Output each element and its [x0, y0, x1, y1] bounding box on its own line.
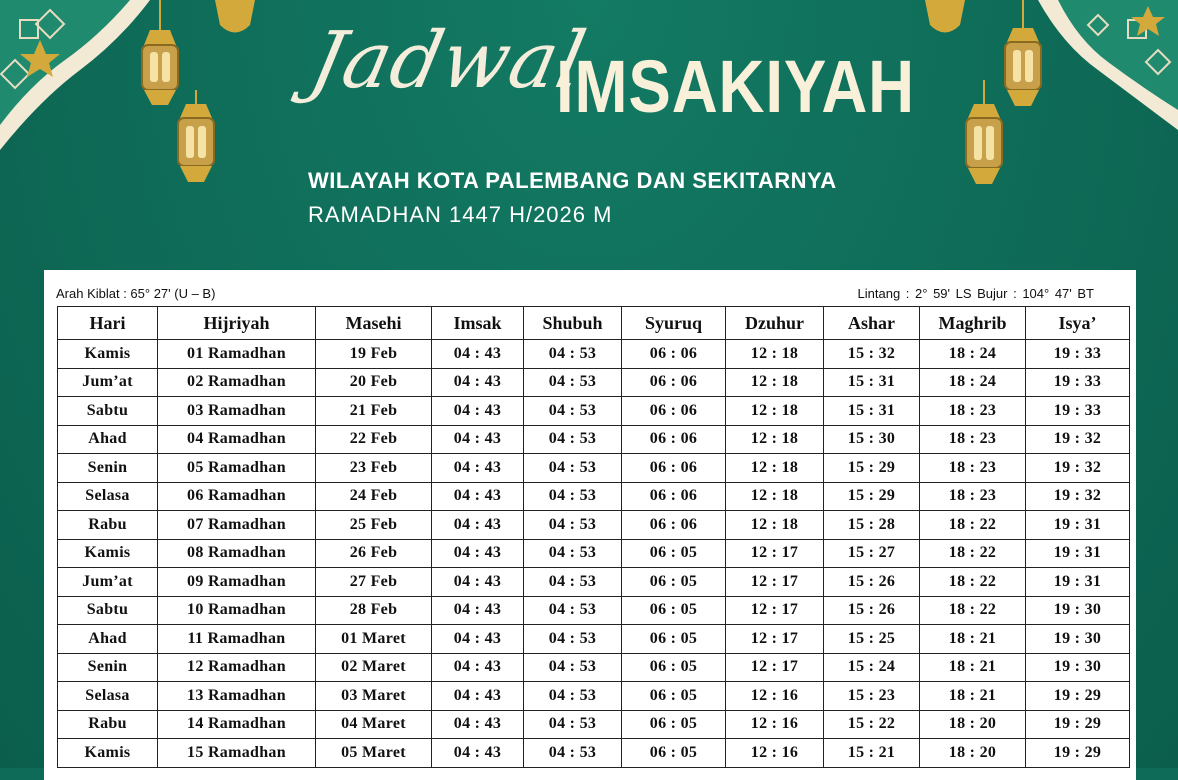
table-cell: 18 : 22 — [920, 511, 1026, 540]
table-cell: 18 : 22 — [920, 539, 1026, 568]
table-cell: 18 : 23 — [920, 425, 1026, 454]
table-cell: 18 : 23 — [920, 454, 1026, 483]
table-row — [58, 739, 1130, 768]
table-cell: 19 : 30 — [1026, 596, 1130, 625]
table-row — [58, 511, 1130, 540]
table-row — [58, 596, 1130, 625]
table-cell: 07 Ramadhan — [158, 511, 316, 540]
table-cell: 02 Maret — [316, 653, 432, 682]
table-cell: 15 Ramadhan — [158, 739, 316, 768]
table-cell: Selasa — [58, 682, 158, 711]
table-cell: 10 Ramadhan — [158, 596, 316, 625]
table-cell: 05 Maret — [316, 739, 432, 768]
table-cell: 12 : 17 — [726, 653, 824, 682]
table-row — [58, 425, 1130, 454]
table-cell: 04 : 43 — [432, 454, 524, 483]
table-cell: 01 Maret — [316, 625, 432, 654]
table-cell: 06 : 06 — [622, 340, 726, 369]
table-cell: Kamis — [58, 340, 158, 369]
table-cell: Sabtu — [58, 596, 158, 625]
column-header: Hijriyah — [158, 307, 316, 340]
table-row — [58, 482, 1130, 511]
table-cell: 15 : 25 — [824, 625, 920, 654]
table-cell: 12 : 18 — [726, 368, 824, 397]
lantern-icon — [956, 80, 1012, 194]
table-cell: 08 Ramadhan — [158, 539, 316, 568]
table-cell: 04 : 53 — [524, 368, 622, 397]
table-cell: 26 Feb — [316, 539, 432, 568]
table-cell: 09 Ramadhan — [158, 568, 316, 597]
table-cell: 04 : 43 — [432, 710, 524, 739]
table-cell: 12 : 16 — [726, 682, 824, 711]
table-cell: 04 : 43 — [432, 425, 524, 454]
lantern-icon — [210, 0, 260, 40]
table-cell: 19 Feb — [316, 340, 432, 369]
table-cell: 06 : 06 — [622, 397, 726, 426]
table-cell: 06 : 05 — [622, 739, 726, 768]
column-header: Ashar — [824, 307, 920, 340]
table-cell: 06 : 05 — [622, 653, 726, 682]
table-cell: 12 : 18 — [726, 454, 824, 483]
table-cell: Kamis — [58, 539, 158, 568]
table-cell: 15 : 29 — [824, 454, 920, 483]
table-cell: 06 : 06 — [622, 425, 726, 454]
table-cell: 12 : 18 — [726, 425, 824, 454]
column-header: Hari — [58, 307, 158, 340]
table-cell: 15 : 23 — [824, 682, 920, 711]
table-cell: 19 : 30 — [1026, 653, 1130, 682]
table-cell: 12 : 17 — [726, 568, 824, 597]
table-cell: 04 : 53 — [524, 539, 622, 568]
table-cell: 28 Feb — [316, 596, 432, 625]
table-cell: 27 Feb — [316, 568, 432, 597]
table-cell: Kamis — [58, 739, 158, 768]
table-cell: 04 : 53 — [524, 482, 622, 511]
table-cell: Ahad — [58, 425, 158, 454]
table-cell: 04 : 43 — [432, 596, 524, 625]
table-cell: 15 : 31 — [824, 368, 920, 397]
lantern-icon — [920, 0, 970, 40]
table-cell: Rabu — [58, 710, 158, 739]
table-row — [58, 397, 1130, 426]
table-cell: 19 : 31 — [1026, 568, 1130, 597]
table-cell: Senin — [58, 653, 158, 682]
table-cell: 06 Ramadhan — [158, 482, 316, 511]
column-header: Isya’ — [1026, 307, 1130, 340]
table-cell: 18 : 23 — [920, 482, 1026, 511]
table-cell: 13 Ramadhan — [158, 682, 316, 711]
table-cell: 25 Feb — [316, 511, 432, 540]
table-cell: 18 : 20 — [920, 739, 1026, 768]
table-cell: 15 : 24 — [824, 653, 920, 682]
table-cell: 15 : 32 — [824, 340, 920, 369]
table-cell: 04 : 53 — [524, 739, 622, 768]
table-row — [58, 340, 1130, 369]
table-row — [58, 710, 1130, 739]
table-cell: 15 : 29 — [824, 482, 920, 511]
table-cell: 04 : 53 — [524, 568, 622, 597]
table-row — [58, 539, 1130, 568]
table-cell: 04 Ramadhan — [158, 425, 316, 454]
table-cell: Selasa — [58, 482, 158, 511]
table-cell: 18 : 20 — [920, 710, 1026, 739]
table-cell: 19 : 29 — [1026, 682, 1130, 711]
column-header: Maghrib — [920, 307, 1026, 340]
table-cell: 12 : 18 — [726, 482, 824, 511]
table-cell: 23 Feb — [316, 454, 432, 483]
column-header: Masehi — [316, 307, 432, 340]
table-cell: 04 : 43 — [432, 653, 524, 682]
table-cell: Jum’at — [58, 368, 158, 397]
table-cell: 04 : 53 — [524, 425, 622, 454]
column-header: Syuruq — [622, 307, 726, 340]
table-cell: 18 : 22 — [920, 596, 1026, 625]
table-cell: 04 : 43 — [432, 340, 524, 369]
table-cell: 19 : 32 — [1026, 425, 1130, 454]
table-cell: 11 Ramadhan — [158, 625, 316, 654]
table-cell: 18 : 24 — [920, 368, 1026, 397]
table-cell: 15 : 31 — [824, 397, 920, 426]
table-cell: 19 : 29 — [1026, 710, 1130, 739]
table-cell: 06 : 06 — [622, 454, 726, 483]
table-cell: 04 : 43 — [432, 682, 524, 711]
table-cell: 04 : 53 — [524, 397, 622, 426]
page-title: IMSAKIYAH — [556, 45, 916, 128]
table-cell: 06 : 05 — [622, 596, 726, 625]
table-cell: 18 : 21 — [920, 653, 1026, 682]
table-header-row — [58, 307, 1130, 340]
table-cell: 12 : 18 — [726, 397, 824, 426]
table-cell: 01 Ramadhan — [158, 340, 316, 369]
table-cell: 19 : 30 — [1026, 625, 1130, 654]
table-cell: Senin — [58, 454, 158, 483]
table-cell: 12 : 17 — [726, 625, 824, 654]
region-subtitle: WILAYAH KOTA PALEMBANG DAN SEKITARNYA — [308, 168, 837, 193]
table-cell: 04 : 53 — [524, 625, 622, 654]
column-header: Shubuh — [524, 307, 622, 340]
table-cell: 15 : 28 — [824, 511, 920, 540]
table-cell: 04 : 43 — [432, 739, 524, 768]
table-cell: 19 : 31 — [1026, 511, 1130, 540]
table-cell: 06 : 05 — [622, 625, 726, 654]
table-cell: 19 : 33 — [1026, 340, 1130, 369]
table-cell: 04 : 43 — [432, 568, 524, 597]
table-cell: 12 : 16 — [726, 739, 824, 768]
table-cell: 02 Ramadhan — [158, 368, 316, 397]
table-row — [58, 568, 1130, 597]
table-cell: 24 Feb — [316, 482, 432, 511]
table-cell: 04 : 43 — [432, 539, 524, 568]
table-cell: 12 : 18 — [726, 511, 824, 540]
table-cell: 06 : 06 — [622, 482, 726, 511]
table-cell: 04 : 53 — [524, 454, 622, 483]
table-cell: 04 : 53 — [524, 710, 622, 739]
table-cell: 18 : 24 — [920, 340, 1026, 369]
table-cell: 05 Ramadhan — [158, 454, 316, 483]
table-cell: 14 Ramadhan — [158, 710, 316, 739]
table-cell: 18 : 22 — [920, 568, 1026, 597]
table-cell: 04 : 53 — [524, 340, 622, 369]
table-cell: 18 : 23 — [920, 397, 1026, 426]
table-cell: 19 : 31 — [1026, 539, 1130, 568]
kiblat-direction: Arah Kiblat : 65° 27' (U – B) — [56, 286, 216, 301]
table-cell: 15 : 30 — [824, 425, 920, 454]
table-cell: 04 : 53 — [524, 511, 622, 540]
table-cell: 15 : 21 — [824, 739, 920, 768]
lantern-icon — [168, 90, 224, 194]
table-cell: 04 : 53 — [524, 682, 622, 711]
table-cell: 19 : 32 — [1026, 454, 1130, 483]
table-cell: 19 : 33 — [1026, 397, 1130, 426]
table-row — [58, 653, 1130, 682]
table-row — [58, 625, 1130, 654]
table-row — [58, 682, 1130, 711]
table-cell: 19 : 32 — [1026, 482, 1130, 511]
table-cell: 12 : 17 — [726, 539, 824, 568]
table-cell: 03 Ramadhan — [158, 397, 316, 426]
table-cell: 04 : 43 — [432, 482, 524, 511]
table-cell: Rabu — [58, 511, 158, 540]
table-cell: 15 : 22 — [824, 710, 920, 739]
table-cell: 04 Maret — [316, 710, 432, 739]
table-cell: 12 : 18 — [726, 340, 824, 369]
table-cell: 19 : 33 — [1026, 368, 1130, 397]
table-cell: 12 Ramadhan — [158, 653, 316, 682]
table-cell: Sabtu — [58, 397, 158, 426]
table-cell: 06 : 05 — [622, 710, 726, 739]
table-cell: 12 : 16 — [726, 710, 824, 739]
table-cell: 22 Feb — [316, 425, 432, 454]
table-cell: 06 : 05 — [622, 682, 726, 711]
table-row — [58, 368, 1130, 397]
table-cell: 15 : 27 — [824, 539, 920, 568]
table-cell: 04 : 43 — [432, 625, 524, 654]
coordinates: Lintang : 2° 59' LS Bujur : 104° 47' BT — [857, 286, 1094, 301]
table-cell: 12 : 17 — [726, 596, 824, 625]
table-cell: 18 : 21 — [920, 682, 1026, 711]
table-cell: 06 : 05 — [622, 539, 726, 568]
table-cell: 04 : 53 — [524, 596, 622, 625]
table-cell: 04 : 43 — [432, 511, 524, 540]
table-cell: 04 : 43 — [432, 368, 524, 397]
table-cell: 20 Feb — [316, 368, 432, 397]
table-cell: 04 : 43 — [432, 397, 524, 426]
table-cell: Jum’at — [58, 568, 158, 597]
table-cell: 21 Feb — [316, 397, 432, 426]
table-cell: Ahad — [58, 625, 158, 654]
column-header: Imsak — [432, 307, 524, 340]
table-cell: 06 : 05 — [622, 568, 726, 597]
table-cell: 06 : 06 — [622, 511, 726, 540]
imsakiyah-table — [57, 306, 1130, 768]
period-subtitle: RAMADHAN 1447 H/2026 M — [308, 202, 613, 227]
table-cell: 04 : 53 — [524, 653, 622, 682]
script-title: Jadwal — [302, 16, 594, 106]
table-cell: 15 : 26 — [824, 596, 920, 625]
table-cell: 06 : 06 — [622, 368, 726, 397]
table-cell: 15 : 26 — [824, 568, 920, 597]
table-row — [58, 454, 1130, 483]
column-header: Dzuhur — [726, 307, 824, 340]
table-cell: 19 : 29 — [1026, 739, 1130, 768]
table-cell: 03 Maret — [316, 682, 432, 711]
table-cell: 18 : 21 — [920, 625, 1026, 654]
